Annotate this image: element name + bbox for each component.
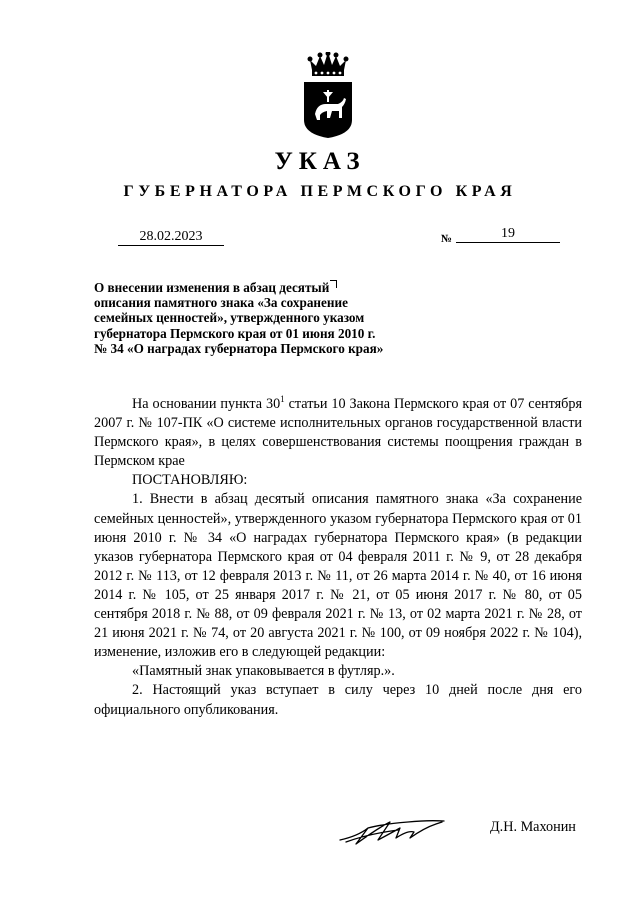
subject-line: губернатора Пермского края от 01 июня 2010 г. — [94, 325, 376, 341]
preamble-paragraph — [94, 395, 582, 471]
document-subject — [94, 280, 424, 356]
subject-line: семейных ценностей», утвержденного указом — [94, 310, 365, 326]
preamble-text-cont: статьи 10 Закона Пермского края от 07 сентября 2007 г. № 107-ПК «О системе исполнительных органов государственной власти Пермского края», в целях совершенствования системы поощрения граждан в Пермском крае — [94, 396, 582, 470]
corner-mark-icon — [330, 280, 337, 288]
subject-line — [94, 280, 424, 295]
perm-coat-of-arms-emblem — [302, 52, 354, 138]
subject-line-text: О внесении изменения в абзац десятый — [94, 280, 330, 295]
item-1-paragraph: 1. Внести в абзац десятый описания памятного знака «За сохранение семейных ценностей», утвержденного указом губернатора Пермского края от 01 июня 2010 г. № 34 «О наградах губернатора Пермского края» (в редакции указов губернатора Пермского края от 04 февраля 2011 г. № 9, от 28 декабря 2012 г. № 113, от 12 февраля 2013 г. № 11, от 26 марта 2014 г. № 40, от 16 июня 2014 г. № 105, от 25 января 2017 г. № 21, от 05 июня 2017 г. № 80, от 05 сентября 2018 г. № 88, от 09 февраля 2021 г. № 13, от 02 марта 2021 г. № 28, от 21 июня 2021 г. № 74, от 20 августа 2021 г. № 100, от 09 ноября 2022 г. № 104), изменение, изложив его в следующей редакции: — [94, 491, 582, 661]
document-title: УКАЗ — [274, 148, 366, 175]
item-2-paragraph: 2. Настоящий указ вступает в силу через 10 дней после дня его официального опубликования. — [94, 682, 582, 718]
document-body — [94, 395, 582, 720]
signer-name: Д.Н. Махонин — [490, 819, 576, 835]
document-number: 19 — [456, 226, 560, 243]
quote-paragraph: «Памятный знак упаковывается в футляр.». — [132, 663, 395, 680]
document-date: 28.02.2023 — [118, 229, 224, 246]
preamble-text: На основании пункта 30 — [132, 396, 281, 412]
number-label: № — [441, 233, 453, 245]
preamble-superscript: 1 — [280, 394, 285, 404]
signature — [338, 810, 446, 848]
subject-line: № 34 «О наградах губернатора Пермского края» — [94, 340, 384, 356]
decree-word: ПОСТАНОВЛЯЮ: — [132, 472, 248, 489]
subject-line: описания памятного знака «За сохранение — [94, 295, 348, 311]
document-subtitle: ГУБЕРНАТОРА ПЕРМСКОГО КРАЯ — [123, 183, 517, 200]
